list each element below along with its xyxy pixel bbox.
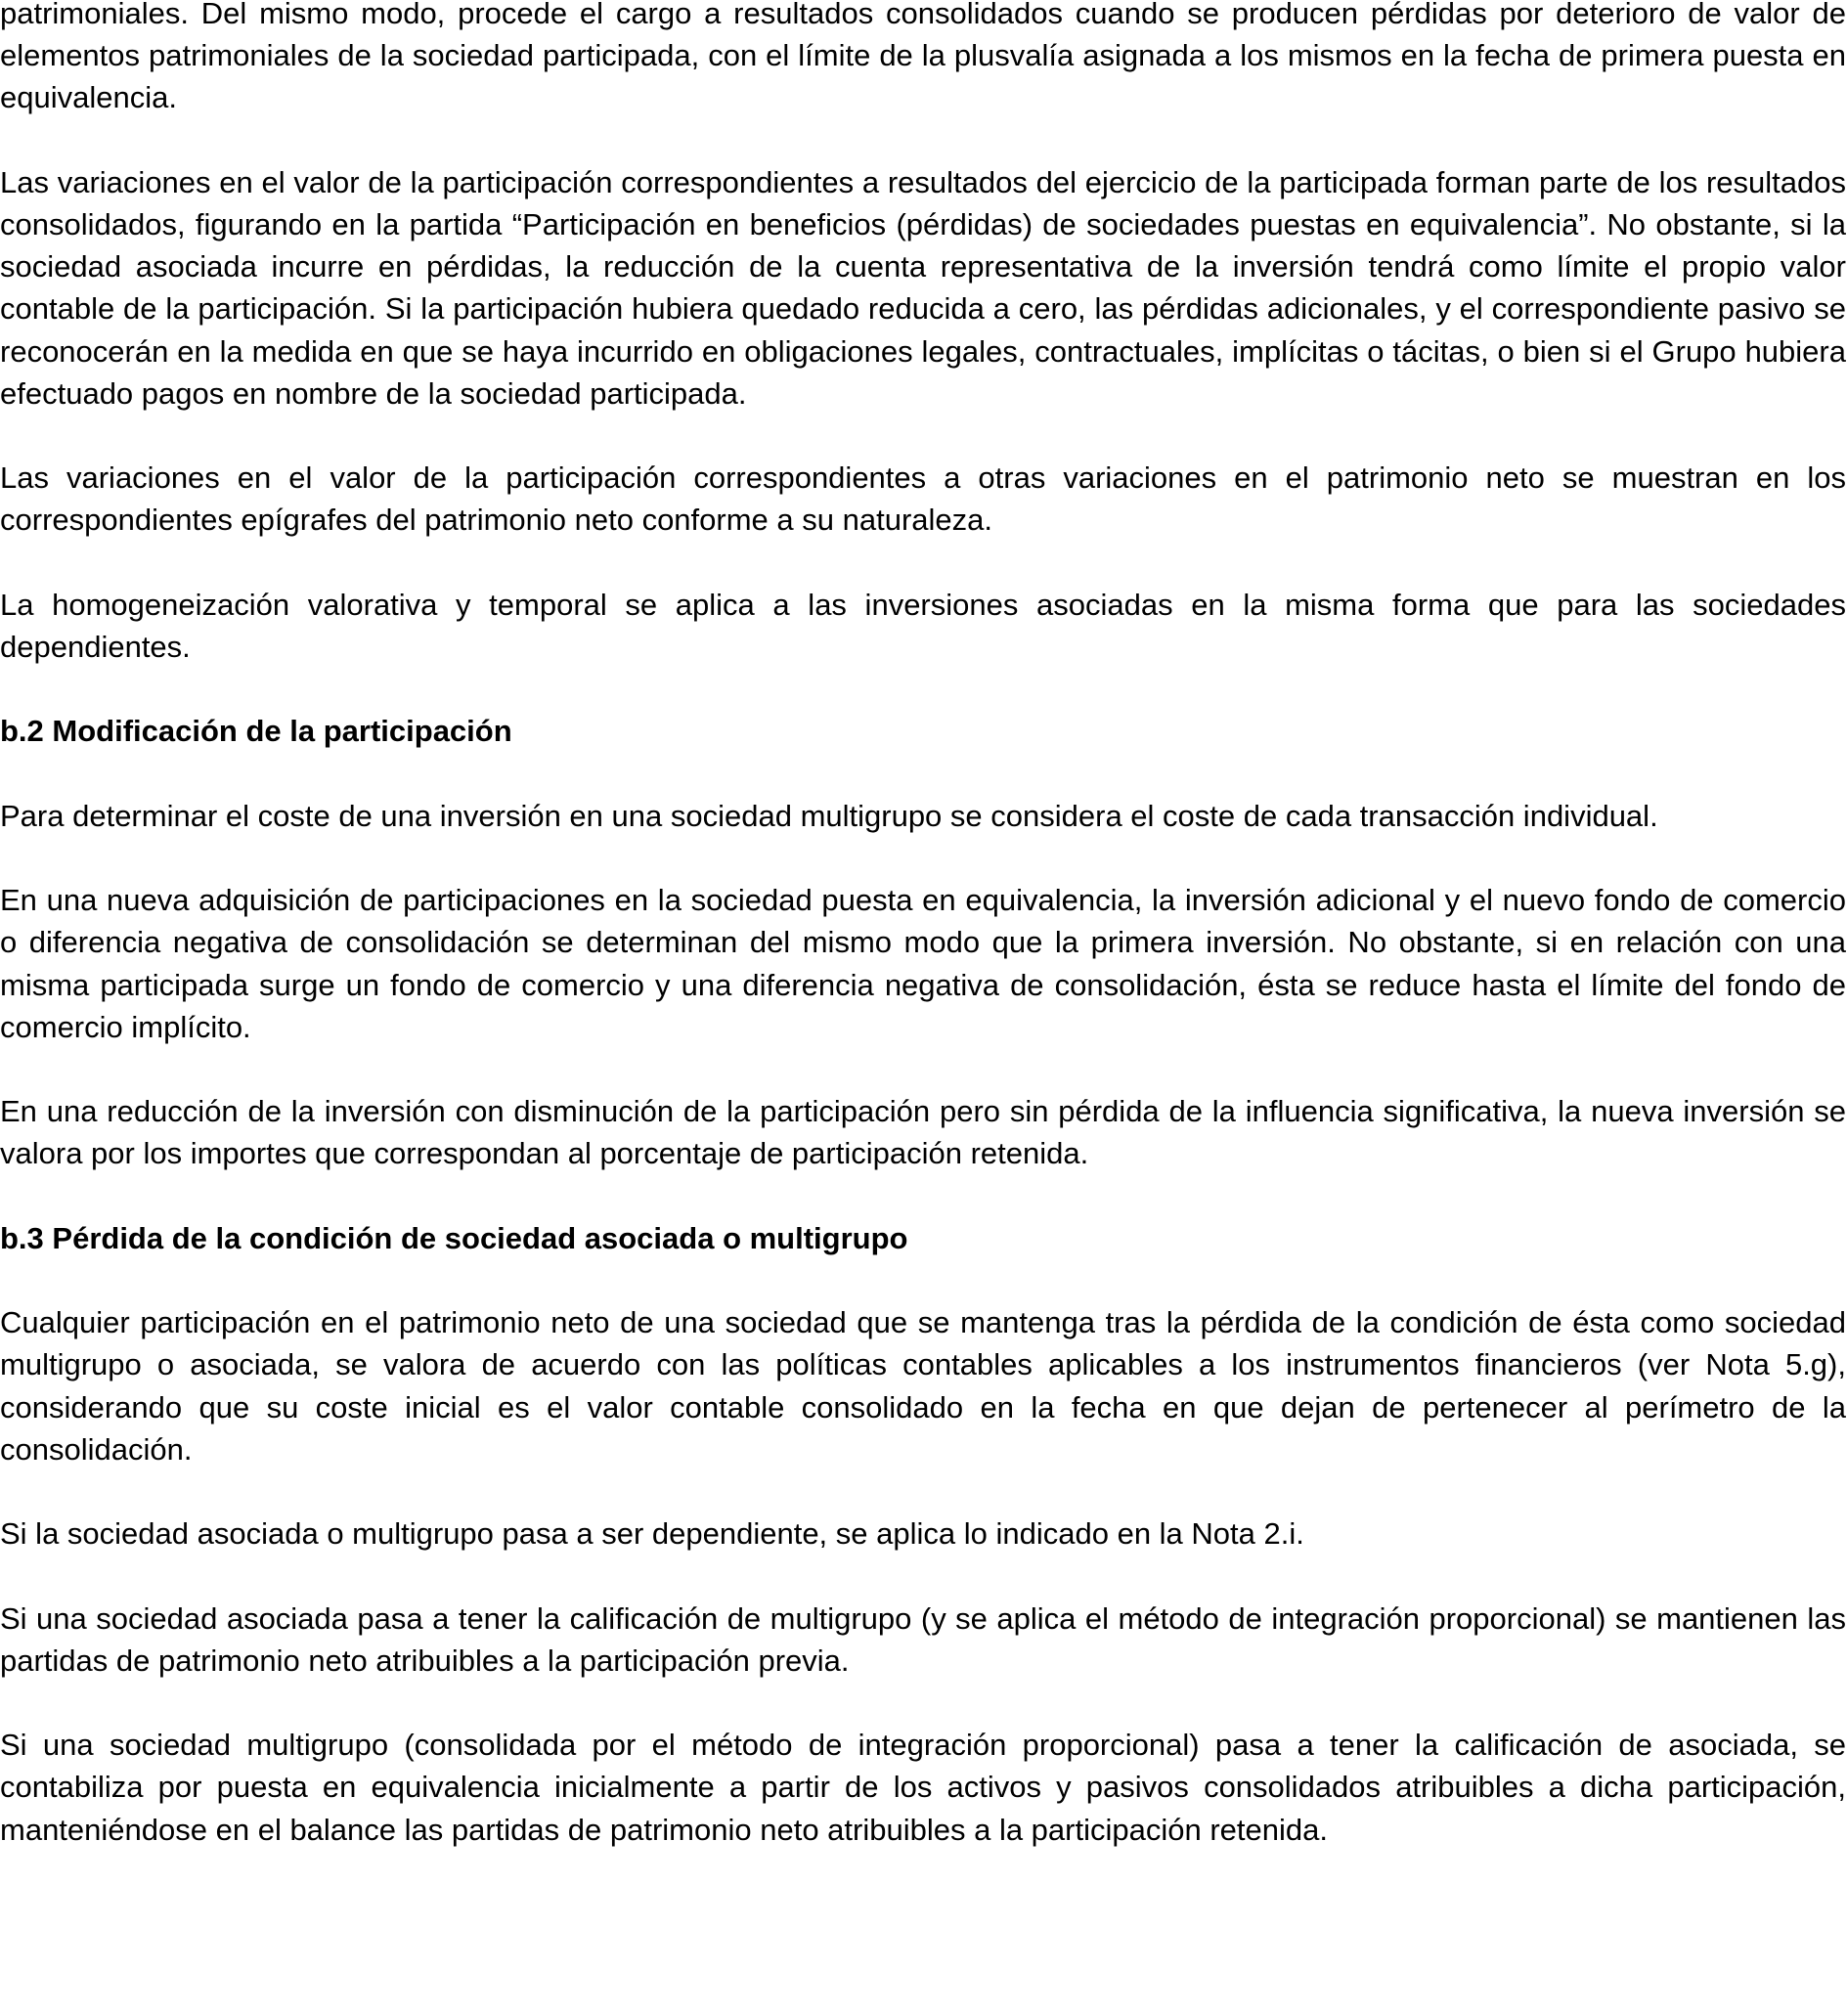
paragraph: Cualquier participación en el patrimonio neto de una sociedad que se mantenga tras la pérdida de la condición de ésta como sociedad multigrupo o asociada, se valora de acuerdo con las políticas contables aplicables a los instrumentos financieros (ver Nota 5.g), considerando que su coste inicial es el valor contable consolidado en la fecha en que dejan de pertenecer al perímetro de la consolidación.: [0, 1305, 1846, 1467]
paragraph: La homogeneización valorativa y temporal se aplica a las inversiones asociadas en la misma forma que para las sociedades dependientes.: [0, 587, 1846, 664]
paragraph: En una nueva adquisición de participaciones en la sociedad puesta en equivalencia, la inversión adicional y el nuevo fondo de comercio o diferencia negativa de consolidación se determinan del mismo modo que la primera inversión. No obstante, si en relación con una misma participada surge un fondo de comercio y una diferencia negativa de consolidación, ésta se reduce hasta el límite del fondo de comercio implícito.: [0, 883, 1846, 1044]
paragraph: Si una sociedad asociada pasa a tener la calificación de multigrupo (y se aplica el método de integración proporcional) se mantienen las partidas de patrimonio neto atribuibles a la participación previa.: [0, 1600, 1846, 1678]
paragraph: Las variaciones en el valor de la participación correspondientes a otras variaciones en el patrimonio neto se muestran en los correspondientes epígrafes del patrimonio neto conforme a su naturaleza.: [0, 460, 1846, 538]
section-heading-b3: b.3 Pérdida de la condición de sociedad asociada o multigrupo: [0, 1220, 908, 1255]
paragraph: Las variaciones en el valor de la participación correspondientes a resultados del ejercicio de la participada forman parte de los resultados consolidados, figurando en la partida “Participación en beneficios (pérdidas) de sociedades puestas en equivalencia”. No obstante, si la sociedad asociada incurre en pérdidas, la reducción de la cuenta representativa de la inversión tendrá como límite el propio valor contable de la participación. Si la participación hubiera quedado reducida a cero, las pérdidas adicionales, y el correspondiente pasivo se reconocerán en la medida en que se haya incurrido en obligaciones legales, contractuales, implícitas o tácitas, o bien si el Grupo hubiera efectuado pagos en nombre de la sociedad participada.: [0, 164, 1846, 411]
paragraph: Para determinar el coste de una inversión en una sociedad multigrupo se considera el coste de cada transacción individual.: [0, 798, 1658, 833]
section-heading-b2: b.2 Modificación de la participación: [0, 714, 512, 749]
paragraph: En una reducción de la inversión con disminución de la participación pero sin pérdida de la influencia significativa, la nueva inversión se valora por los importes que correspondan al porcentaje de participación retenida.: [0, 1094, 1846, 1171]
paragraph: Si una sociedad multigrupo (consolidada por el método de integración proporcional) pasa a tener la calificación de asociada, se contabiliza por puesta en equivalencia inicialmente a partir de los activos y pasivos consolidados atribuibles a dicha participación, manteniéndose en el balance las partidas de patrimonio neto atribuibles a la participación retenida.: [0, 1728, 1846, 1847]
paragraph: Si la sociedad asociada o multigrupo pasa a ser dependiente, se aplica lo indicado en la Nota 2.i.: [0, 1516, 1304, 1552]
paragraph: patrimoniales. Del mismo modo, procede el cargo a resultados consolidados cuando se producen pérdidas por deterioro de valor de elementos patrimoniales de la sociedad participada, con el límite de la plusvalía asignada a los mismos en la fecha de primera puesta en equivalencia.: [0, 0, 1846, 115]
